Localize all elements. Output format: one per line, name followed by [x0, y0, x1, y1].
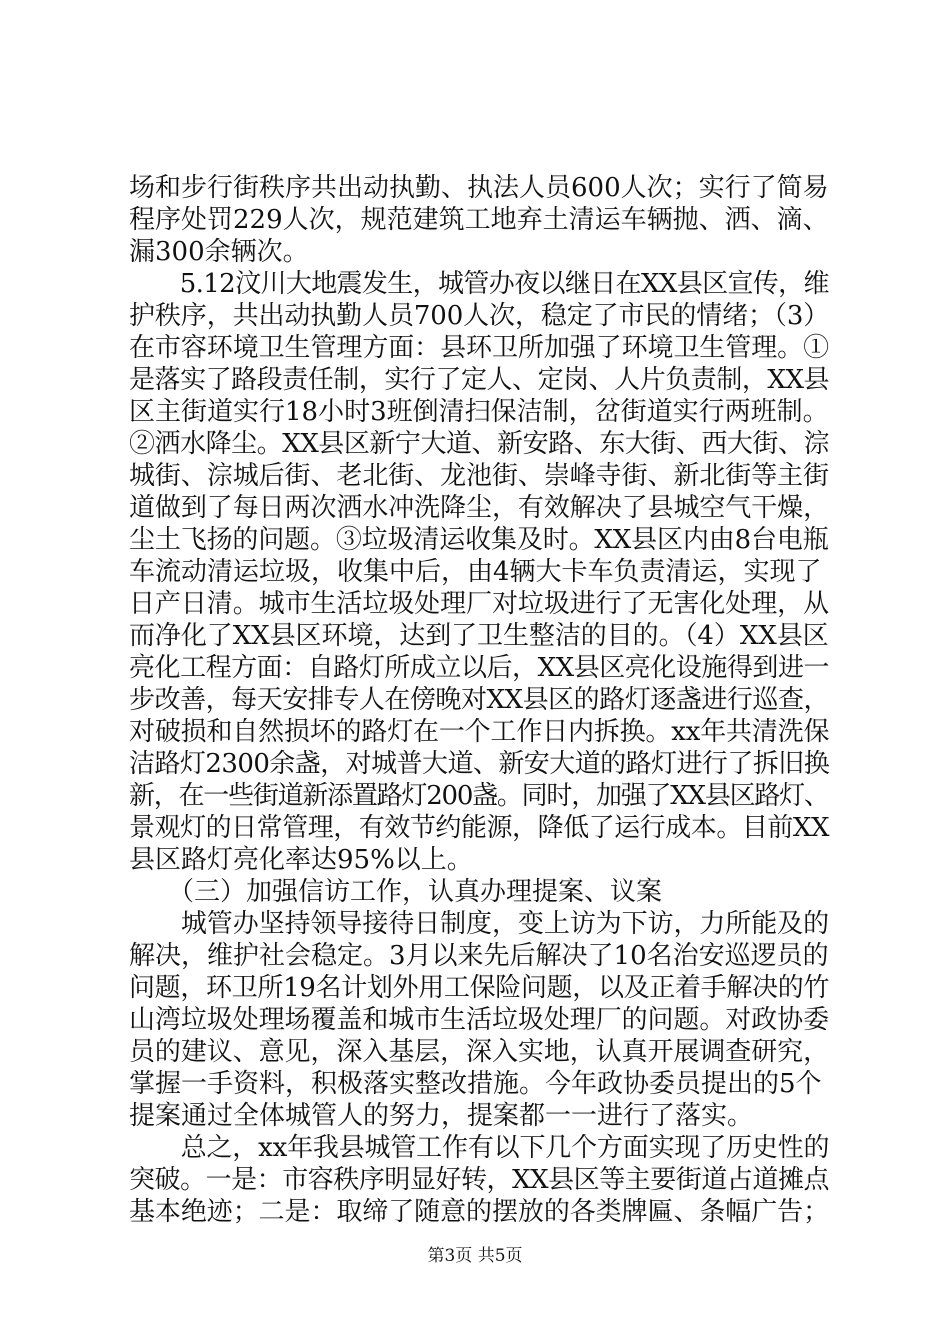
text-line: 员的建议、意见，深入基层，深入实地，认真开展调查研究， — [129, 1037, 830, 1067]
text-line: 步改善，每天安排专人在傍晚对XX县区的路灯逐盏进行巡查， — [129, 685, 830, 715]
text-line: 亮化工程方面：自路灯所成立以后，XX县区亮化设施得到进一 — [129, 653, 830, 683]
text-line: 护秩序，共出动执勤人员700人次，稳定了市民的情绪；（3） — [129, 301, 830, 331]
text-line: 县区路灯亮化率达95%以上。 — [129, 845, 473, 875]
text-line: 5.12汶川大地震发生，城管办夜以继日在XX县区宣传，维 — [129, 269, 829, 299]
text-line: 道做到了每日两次洒水冲洗降尘，有效解决了县城空气干燥， — [129, 493, 830, 523]
text-line: 城管办坚持领导接待日制度，变上访为下访，力所能及的 — [129, 909, 830, 939]
text-line: ②洒水降尘。XX县区新宁大道、新安路、东大街、西大街、淙 — [129, 429, 830, 459]
text-line: 提案通过全体城管人的努力，提案都一一进行了落实。 — [129, 1101, 754, 1131]
text-line: 尘土飞扬的问题。③垃圾清运收集及时。XX县区内由8台电瓶 — [129, 525, 829, 555]
text-line: （三）加强信访工作，认真办理提案、议案 — [129, 877, 663, 907]
text-line: 新，在一些街道新添置路灯200盏。同时，加强了XX县区路灯、 — [129, 781, 829, 811]
text-line: 山湾垃圾处理场覆盖和城市生活垃圾处理厂的问题。对政协委 — [129, 1005, 830, 1035]
text-line: 区主街道实行18小时3班倒清扫保洁制，岔街道实行两班制。 — [129, 397, 829, 427]
text-line: 解决，维护社会稳定。3月以来先后解决了10名治安巡逻员的 — [129, 941, 829, 971]
text-line: 突破。一是：市容秩序明显好转，XX县区等主要街道占道摊点 — [129, 1165, 830, 1195]
text-line: 程序处罚229人次，规范建筑工地弃土清运车辆抛、洒、滴、 — [129, 205, 829, 235]
document-body — [129, 172, 829, 1228]
text-line: 在市容环境卫生管理方面：县环卫所加强了环境卫生管理。① — [129, 333, 830, 363]
text-line: 景观灯的日常管理，有效节约能源，降低了运行成本。目前XX — [129, 813, 830, 843]
text-line: 问题，环卫所19名计划外用工保险问题，以及正着手解决的竹 — [129, 973, 830, 1003]
page-footer: 第3页 共5页 — [427, 1246, 523, 1266]
text-line: 掌握一手资料，积极落实整改措施。今年政协委员提出的5个 — [129, 1069, 822, 1099]
text-line: 对破损和自然损坏的路灯在一个工作日内拆换。xx年共清洗保 — [129, 717, 830, 747]
text-line: 而净化了XX县区环境，达到了卫生整洁的目的。（4）XX县区 — [129, 621, 829, 651]
text-line: 漏300余辆次。 — [129, 237, 309, 267]
text-line: 洁路灯2300余盏，对城普大道、新安大道的路灯进行了拆旧换 — [129, 749, 830, 779]
text-line: 车流动清运垃圾，收集中后，由4辆大卡车负责清运，实现了 — [129, 557, 822, 587]
text-line: 城街、淙城后街、老北街、龙池街、崇峰寺街、新北街等主街 — [129, 461, 830, 491]
text-line: 场和步行街秩序共出动执勤、执法人员600人次；实行了简易 — [129, 173, 829, 203]
text-line: 总之，xx年我县城管工作有以下几个方面实现了历史性的 — [129, 1133, 830, 1163]
text-line: 是落实了路段责任制，实行了定人、定岗、人片负责制，XX县 — [129, 365, 830, 395]
text-line: 基本绝迹；二是：取缔了随意的摆放的各类牌匾、条幅广告； — [129, 1197, 830, 1227]
text-line: 日产日清。城市生活垃圾处理厂对垃圾进行了无害化处理，从 — [129, 589, 830, 619]
